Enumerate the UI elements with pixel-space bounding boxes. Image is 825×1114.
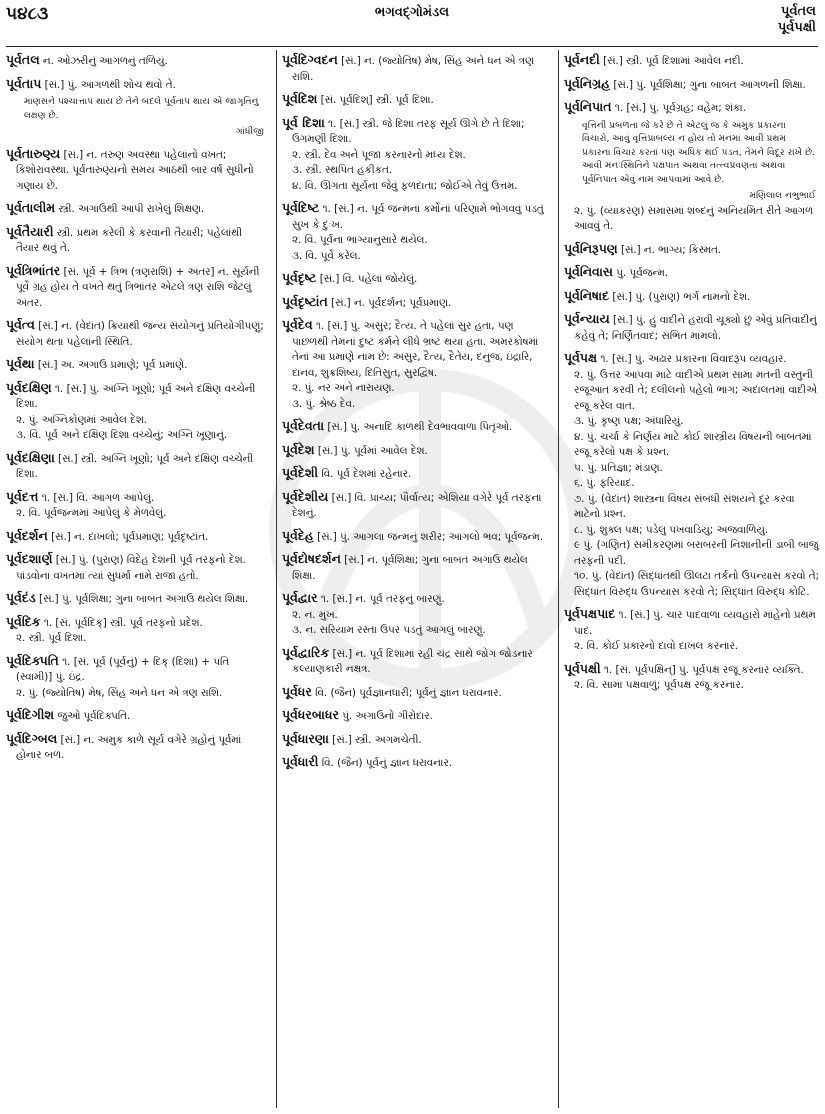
entry-definition: [સં.] અ. અગાઉ પ્રમાણે; પૂર્વ પ્રમાણે. <box>37 359 188 371</box>
entry-sense: ૨. પું. અગ્નિકોણમાં આવેલ દેશ. <box>16 413 148 426</box>
entry-definition: [સં.] ન. ભાગ્ય; કિસ્મત. <box>620 243 722 256</box>
entry-definition: ૧. [સં.] પું. અગ્નિ ખૂણો; પૂર્વ અને દક્ષિણ વચ્ચેની દિશા. <box>16 382 256 410</box>
entry-headword: પૂર્વદક્ષિણા <box>6 449 55 465</box>
entry-headword: પૂર્વનિગ્રહ <box>564 75 611 91</box>
entry-headword: પૂર્વતૈયારી <box>6 223 54 239</box>
dictionary-entry <box>6 551 268 584</box>
entry-headword: પૂર્વદેશી <box>282 465 319 480</box>
entry-definition: પું. પૂર્વજન્મ. <box>616 267 669 279</box>
entry-headword: પૂર્વદિગ્વદન <box>282 52 338 67</box>
column-2 <box>282 52 552 778</box>
entry-headword: પૂર્વદર્શન <box>6 527 48 543</box>
entry-headword: પૂર્વનિષાદ <box>564 287 610 303</box>
entry-quote: માણસને પશ્ચાત્તાપ થાય છે તેને બદલે પૂર્વતાપ થાય એ જાગૃતિનું લક્ષણ છે. <box>24 96 259 121</box>
dictionary-entry <box>564 350 820 600</box>
entry-definition: [સં.] પું. પૂર્વશિક્ષા; ગુના બાબત અગાઉ થયેલ શિક્ષા. <box>39 593 249 605</box>
entry-sense: ૨. ન. મુખ. <box>292 608 338 621</box>
entry-headword: પૂર્વદંડ <box>6 590 36 605</box>
entry-definition: ૧. [સં. પૂર્વપક્ષિન્] પું. પૂર્વપક્ષ રજૂ કરનાર વ્યક્તિ. <box>603 663 804 676</box>
entry-sense: ૩. સ્ત્રી. સ્થપિત હકીકત. <box>292 164 393 176</box>
dictionary-entry <box>282 270 552 288</box>
entry-definition: ૧. [સં. પૂર્વ (પૂર્વનું) + દિક્ (દિશા) + પતિ (સ્વામી)] પું. ઇંદ્ર. <box>16 655 230 683</box>
entry-definition: [સં.] ન. પૂર્વ દિશામાં રહી ચંદ્ર સાથે જોગ જોડનાર કલ્યાણકારી નક્ષત્ર. <box>292 647 533 675</box>
entry-definition: [સં.] ન. તરુણ અવસ્થા પહેલાંનો વખત; કિશોરાવસ્થા. પૂર્વતારુણ્યનો સમય આઠથી બાર વર્ષ સુધીનો ગણાય છે. <box>16 148 254 192</box>
entry-headword: પૂર્વ દિશા <box>282 114 325 130</box>
entry-headword: પૂર્વતલ <box>6 52 40 67</box>
entry-sense: ૮. પું. શુક્લ પક્ષ; પડેલું પખવાડિયું; અજવાળિયું. <box>574 523 769 536</box>
entry-headword: પૂર્વદૃષ્ટાંત <box>282 293 328 309</box>
dictionary-entry <box>6 653 268 702</box>
entry-definition: [સં.] સ્ત્રી. પૂર્વ દિશામાં આવેલ નદી. <box>603 55 744 67</box>
dictionary-entry <box>6 380 268 444</box>
entry-headword: પૂર્વદેવ <box>282 317 313 332</box>
guide-word-first: પૂર્વતલ <box>781 4 816 19</box>
entry-sense: ૨. પું. (જ્યોતિષ) મેષ, સિંહ અને ધન એ ત્રણ રાશિ. <box>16 686 223 699</box>
entry-headword: પૂર્વનદી <box>564 52 600 67</box>
entry-sense: ૪. વિ. ઊગતા સૂર્યના જેવું ફળદાતા; જોઈએ તેવું ઉત્તમ. <box>292 179 518 192</box>
entry-definition: ૧. [સં.] ન. પૂર્વ જન્મનાં કર્મોનાં પરિણામે ભોગવવું પડતું સુખ કે દુઃખ. <box>292 203 544 231</box>
entry-headword: પૂર્વન્યાય <box>564 311 610 326</box>
quote-attribution: મણિલાલ નભુભાઈ <box>749 190 816 201</box>
dictionary-entry <box>282 294 552 312</box>
dictionary-entry <box>6 707 268 725</box>
entry-definition: જુઓ પૂર્વદિક્પતિ. <box>57 710 131 722</box>
entry-headword: પૂર્વદેશીય <box>282 488 329 504</box>
dictionary-entry <box>6 52 268 70</box>
entry-definition: વિ. (જૈન) પૂર્વજ્ઞાનધારી; પૂર્વનું જ્ઞાન ધરાવનાર. <box>315 686 502 699</box>
dictionary-entry <box>282 91 552 109</box>
entry-quote: વૃત્તિની પ્રબળતા જે કરે છે તે એટલું જ કે અમુક પ્રકારના વિચારો, આવું વૃત્તિપ્રાબલ્ય ન હોય તો મનમાં આવી પ્રથમ પ્રકારના વિચાર કરતાં પણ અધિક થઈ પડત, તેમને વિદૂર રાખે છે. આવી મનઃસ્થિતિને પક્ષપાત અથવા તત્ત્વપ્રવણતા અથવા પૂર્વનિપાત એવું નામ આપવામાં આવે છે. <box>582 119 816 185</box>
entry-definition: [સં.] ન. પૂર્વશિક્ષા; ગુના બાબત અગાઉ થયેલ શિક્ષા. <box>292 554 528 582</box>
entry-definition: [સં.] વિ. પ્રાચ્ય; પૌર્વાત્ય; એશિયા વગેરે પૂર્વ તરફના દેશનું. <box>292 491 542 519</box>
dictionary-entry <box>282 489 552 522</box>
entry-headword: પૂર્વદ્વાર <box>282 590 318 605</box>
entry-headword: પૂર્વધારી <box>282 754 319 769</box>
quote-attribution: ગાંધીજી <box>236 126 264 137</box>
entry-sense: ૭. પું. (વેદાંત) શાસ્ત્રના વિષય સંબંધી સંશયને દૂર કરવા માટેનો પ્રશ્ન. <box>574 492 795 520</box>
entry-sense: ૨. વિ. સામા પક્ષવાળું; પૂર્વપક્ષ રજૂ કરનાર. <box>574 679 744 691</box>
dictionary-entry <box>6 590 268 608</box>
entry-headword: પૂર્વદ્વારિક <box>282 644 330 660</box>
dictionary-entry <box>564 52 820 70</box>
dictionary-entry <box>564 661 820 694</box>
entry-headword: પૂર્વદક્ષિણ <box>6 379 52 395</box>
dictionary-entry <box>282 442 552 460</box>
entry-headword: પૂર્વદિગીશ <box>6 707 55 722</box>
entry-headword: પૂર્વદિક <box>6 613 41 629</box>
entry-headword: પૂર્વપક્ષપાદ <box>564 606 616 621</box>
dictionary-entry <box>282 465 552 483</box>
guide-words <box>778 4 816 36</box>
page-number: ૫૪૮૩ <box>6 4 49 24</box>
entry-headword: પૂર્વદશાર્ણ <box>6 551 53 566</box>
column-3 <box>564 52 820 700</box>
entry-definition: [સં. પૂર્વ + ત્રિભ (ત્રણરાશિ) + અંતર] ન. સૂર્યની પૂર્વે ગ્રહ હોય તે વખતે થતું ત્રિભાંતર એટલે ત્રણ રાશિ જેટલું અંતર. <box>16 265 260 309</box>
entry-definition: ૧. [સં.] પું. પૂર્વગ્રહ; વહેમ; શંકા. <box>614 102 746 114</box>
dictionary-entry <box>6 76 268 140</box>
entry-definition: [સં.] ન. (જ્યોતિષ) મેષ, સિંહ અને ધન એ ત્રણ રાશિ. <box>292 55 534 83</box>
dictionary-entry <box>282 200 552 264</box>
dictionary-entry <box>6 317 268 350</box>
entry-definition: ૧. [સં.] પું. અઢાર પ્રકારના વિવાદરૂપ વ્યવહાર. <box>600 353 787 365</box>
entry-headword: પૂર્વધારણા <box>282 730 329 746</box>
running-title: ભગવદ્ગોમંડલ <box>374 5 450 20</box>
dictionary-entry <box>6 356 268 374</box>
entry-sense: ૨. પું. નર અને નારાયણ. <box>292 382 395 394</box>
entry-headword: પૂર્વથા <box>6 356 35 371</box>
entry-headword: પૂર્વનિપાત <box>564 99 612 114</box>
dictionary-entry <box>564 311 820 344</box>
dictionary-entry <box>6 489 268 522</box>
dictionary-entry <box>6 614 268 647</box>
entry-definition: [સં.] પું. પૂર્વશિક્ષા; ગુના બાબત આગળની શિક્ષા. <box>613 78 806 91</box>
entry-sense: ૨. વિ. પૂર્વના ભાગ્યાનુસારે થયેલ. <box>292 234 428 246</box>
entry-definition: [સં.] ન. દાખલો; પૂર્વપ્રમાણ; પૂર્વદૃષ્ટાંત. <box>51 530 209 543</box>
dictionary-entry <box>564 264 820 282</box>
dictionary-entry <box>6 224 268 257</box>
entry-sense: ૩. પું. શ્રેષ્ઠ દેવ. <box>292 397 356 410</box>
dictionary-entry <box>6 528 268 546</box>
dictionary-entry <box>564 99 820 235</box>
entry-headword: પૂર્વદેશ <box>282 441 315 457</box>
entry-sense: ૩. વિ. પૂર્વ અને દક્ષિણ દિશા વચ્ચેનું; અગ્નિ ખૂણાનું. <box>16 429 228 441</box>
dictionary-entry <box>282 754 552 772</box>
dictionary-entry <box>282 645 552 678</box>
entry-definition: [સં.] સ્ત્રી. અગમચેતી. <box>332 733 422 746</box>
entry-definition: ન. ઓઝરીનું આગળનું તળિયું. <box>42 55 168 67</box>
entry-headword: પૂર્વદેહ <box>282 527 314 543</box>
entry-sense: ૨. વિ. પૂર્વજન્મમાં આપેલું કે મેળવેલું. <box>16 507 167 519</box>
entry-definition: [સં. પૂર્વદિશ્] સ્ત્રી. પૂર્વ દિશા. <box>320 94 434 106</box>
dictionary-columns <box>6 52 820 1110</box>
entry-sense: ૬. પું. ફરિયાદ. <box>574 477 635 489</box>
dictionary-entry <box>282 528 552 546</box>
entry-sense: ૨. પું. ઉત્તર આપવા માટે વાદીએ પ્રથમ સામા મતની વસ્તુની રજૂઆત કરવી તે; દલીલનો પહેલો ભાગ; અદાલતમાં વાદીએ રજૂ કરેલ વાત. <box>574 368 817 412</box>
entry-sense: ૨. સ્ત્રી. દેવ અને પૂજા કરનારનો મધ્ય દેશ. <box>292 148 466 161</box>
entry-definition: ૧. [સં.] સ્ત્રી. જે દિશા તરફ સૂર્ય ઊગે છે તે દિશા; ઉગમણી દિશા. <box>292 117 525 145</box>
dictionary-entry <box>282 684 552 702</box>
entry-definition: ૧. [સં.] ન. પૂર્વ તરફનું બારણું. <box>320 593 445 605</box>
entry-headword: પૂર્વધર <box>282 683 312 699</box>
entry-headword: પૂર્વદિગ્બલ <box>6 730 58 746</box>
entry-headword: પૂર્વતાલીમ <box>6 200 56 215</box>
entry-definition: ૧. [સં.] પું. ચાર પાદવાળા વ્યવહારો માંહેનો પ્રથમ પાદ. <box>574 609 816 637</box>
column-1 <box>6 52 268 770</box>
dictionary-entry <box>282 731 552 749</box>
entry-definition: વિ. પૂર્વ દેશમાં રહેનાર. <box>321 468 412 480</box>
entry-headword: પૂર્વધરબાધર <box>282 707 339 722</box>
entry-sense: ૯ પું. (ગણિત) સમીકરણમાં બરાબરની નિશાનીની ડાબી બાજુ તરફની પદી. <box>574 539 819 567</box>
entry-definition: સ્ત્રી. અગાઉથી આપી રાખેલું શિક્ષણ. <box>58 203 205 215</box>
page-header <box>6 4 818 44</box>
entry-sense: ૩. પું. કૃષ્ણ પક્ષ; અંધારિયું. <box>574 415 684 427</box>
dictionary-entry <box>6 146 268 195</box>
entry-definition: [સં.] ન. પૂર્વદર્શન; પૂર્વપ્રમાણ. <box>331 296 452 309</box>
entry-headword: પૂર્વદિક્પતિ <box>6 652 59 668</box>
entry-definition: ૧. [સં.] વિ. આગળ આપેલું. <box>41 491 155 504</box>
dictionary-entry <box>564 288 820 306</box>
dictionary-entry <box>6 263 268 312</box>
entry-definition: [સં.] ન. (વેદાંત) ક્રિયાથી જન્ય સંયોગનું પ્રતિયોગીપણું; સંયોગ થતા પહેલાંની સ્થિતિ. <box>16 320 264 348</box>
entry-definition: પું. અગાઉનો ગીરોદાર. <box>342 710 433 722</box>
entry-sense: ૩. વિ. પૂર્વે કરેલ. <box>292 249 361 262</box>
entry-headword: પૂર્વપક્ષી <box>564 660 601 676</box>
guide-word-last: પૂર્વપક્ષી <box>777 20 816 35</box>
dictionary-entry <box>282 317 552 412</box>
entry-sense: ૨. વિ. કોઈ પ્રકારનો દાવો દાખલ કરનાર. <box>574 640 738 652</box>
dictionary-entry <box>564 76 820 94</box>
entry-headword: પૂર્વદેવતા <box>282 418 325 433</box>
entry-sense: ૪. પું. ચર્ચા કે નિર્ણય માટે કોઈ શાસ્ત્રીય વિષયની બાબતમાં રજૂ કરેલો પક્ષ કે પ્રશ્ન. <box>574 430 812 458</box>
dictionary-entry <box>282 707 552 725</box>
dictionary-entry <box>6 450 268 483</box>
entry-headword: પૂર્વદિશ <box>282 91 318 106</box>
dictionary-entry <box>6 200 268 218</box>
dictionary-entry <box>282 590 552 639</box>
dictionary-entry <box>564 606 820 655</box>
entry-headword: પૂર્વનિરૂપણ <box>564 240 618 256</box>
dictionary-entry <box>282 52 552 85</box>
entry-definition: [સં.] પું. (પુરાણ) વિદેહ દેશની પૂર્વ તરફનો દેશ. પાંડવોના વખતમાં ત્યાં સુધર્મા નામે રાજા હતો. <box>16 554 246 582</box>
entry-definition: [સં.] સ્ત્રી. અગ્નિ ખૂણો; પૂર્વ અને દક્ષિણ વચ્ચેની દિશા. <box>16 452 254 480</box>
entry-sense: ૨. સ્ત્રી. પૂર્વ દિશા. <box>16 632 87 644</box>
entry-definition: [સં.] પું. આગલા જન્મનું શરીર; આગલો ભવ; પૂર્વજન્મ. <box>317 530 543 543</box>
entry-sense: ૫. પું. પ્રતિજ્ઞા; મંડાણ. <box>574 461 663 474</box>
entry-definition: [સં.] વિ. પહેલાં જોયેલું. <box>319 273 418 285</box>
entry-headword: પૂર્વદિષ્ટ <box>282 200 320 215</box>
entry-headword: પૂર્વદોષદર્શન <box>282 551 341 566</box>
dictionary-entry <box>282 551 552 584</box>
dictionary-entry <box>282 418 552 436</box>
header-rule <box>6 46 818 47</box>
entry-headword: પૂર્વનિવાસ <box>564 264 614 279</box>
entry-definition: [સં.] પું. આગળથી શોચ થવો તે. <box>44 78 176 91</box>
entry-definition: ૧. [સં. પૂર્વદિક્] સ્ત્રી. પૂર્વ તરફનો પ્રદેશ. <box>43 616 203 629</box>
entry-headword: પૂર્વત્વ <box>6 317 35 332</box>
dictionary-entry <box>282 115 552 195</box>
entry-headword: પૂર્વત્રિભાંતર <box>6 262 61 278</box>
entry-headword: પૂર્વતારુણ્ય <box>6 145 61 161</box>
entry-definition: ૧. [સં.] પું. અસુર; દૈત્ય. તે પહેલાં સુર હતા, પણ પાછળથી તેમનાં દુષ્ટ કર્મને લીધે ભ્રષ્ટ થયા હતા. અમરકોષમાં તેનાં આ પ્રમાણે નામ છે: અસુર, દૈત્ય, દૈતેય, દનુજ, ઇંદ્રારિ, દાનવ, શુક્રશિષ્ય, દિતિસુત, સુરદ્વિષ. <box>292 320 539 379</box>
entry-headword: પૂર્વદૃષ્ટ <box>282 270 317 285</box>
dictionary-entry <box>6 731 268 764</box>
entry-sense: ૧૦. પું. (વેદાંત) સિદ્ધાંતથી ઊલટા તર્કનો ઉપન્યાસ કરવો તે; સિદ્ધાંત વિરુદ્ધ ઉપન્યાસ કરવો તે; સિદ્ધાંત વિરુદ્ધ કોટિ. <box>574 570 820 598</box>
entry-definition: [સં.] પું. હું વાદીને હરાવી ચૂક્યો છું એવું પ્રતિવાદીનું કહેવું તે; નિર્ણિતવાદ; સંભિત મામલો. <box>574 314 817 342</box>
entry-headword: પૂર્વતાપ <box>6 75 42 91</box>
entry-definition: વિ. (જૈન) પૂર્વનું જ્ઞાન ધરાવનાર. <box>321 757 452 769</box>
entry-sense: ૩. ન. સરિયામ રસ્તા ઉપર પડતું આગલું બારણું. <box>292 624 486 636</box>
entry-sense: ૨. પું. (વ્યાકરણ) સમાસમાં શબ્દનું અનિયમિત રીતે આગળ આવવું તે. <box>574 204 814 232</box>
entry-headword: પૂર્વપક્ષ <box>564 350 598 365</box>
dictionary-entry <box>564 241 820 259</box>
entry-definition: [સં.] પું. (પુરાણ) ભર્ગ નામનો દેશ. <box>612 290 751 303</box>
entry-headword: પૂર્વદત્ત <box>6 488 39 504</box>
entry-definition: સ્ત્રી. પ્રથમ કરેલી કે કરવાની તૈયારી; પહેલાંથી તૈયાર થવું તે. <box>16 226 243 254</box>
entry-definition: [સં.] પું. અનાદિ કાળથી દેવભાવવાળા પિતૃઓ. <box>327 421 513 433</box>
entry-definition: [સં.] પું. પૂર્વમાં આવેલ દેશ. <box>317 444 428 457</box>
entry-definition: [સં.] ન. અમુક કાળે સૂર્ય વગેરે ગ્રહોનું પૂર્વમાં હોનાર બળ. <box>16 733 242 761</box>
